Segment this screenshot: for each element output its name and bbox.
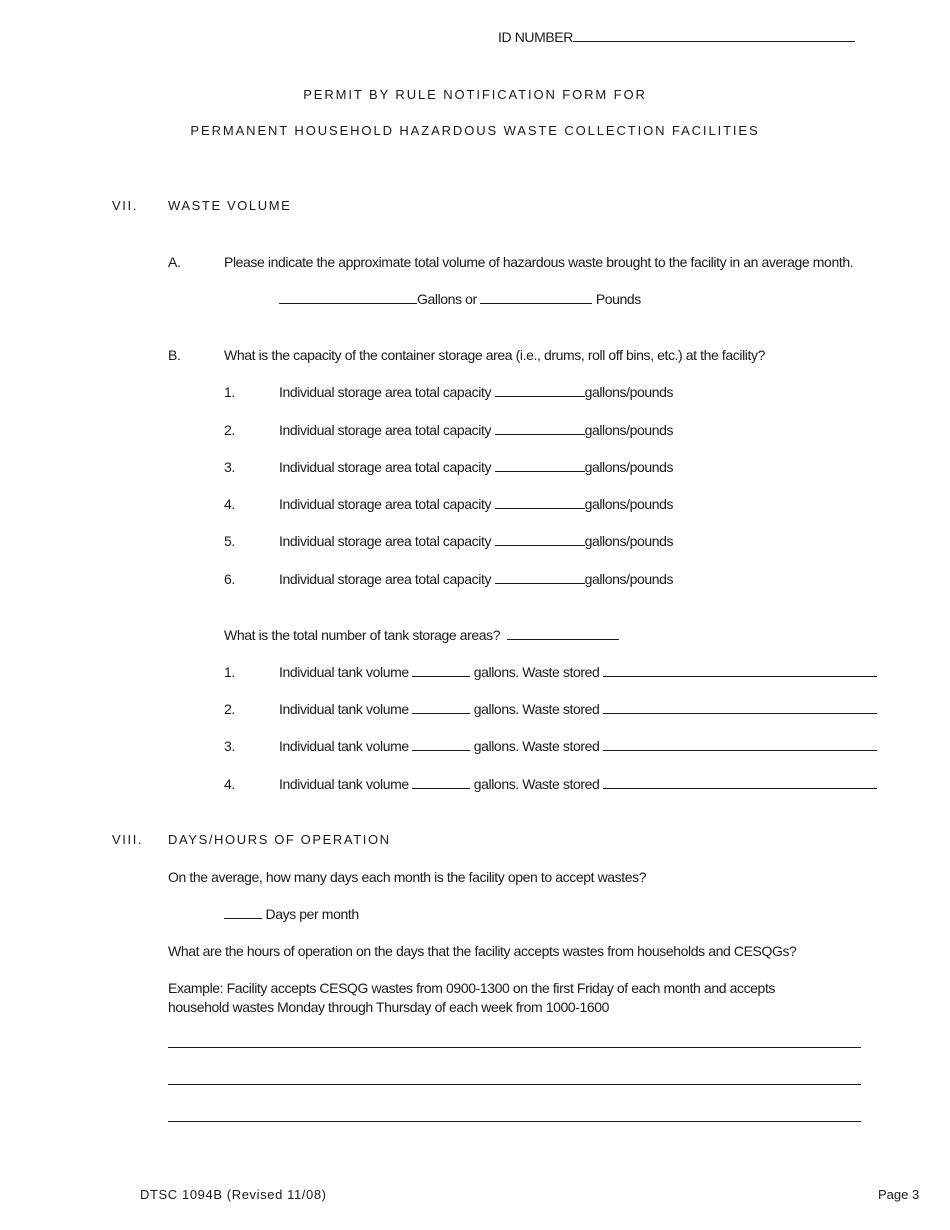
storage-row [279, 458, 673, 476]
storage-label: Individual storage area total capacity [279, 571, 492, 587]
page-number: Page 3 [878, 1187, 920, 1202]
storage-unit: gallons/pounds [584, 384, 674, 400]
id-number-label: ID NUMBER [498, 29, 573, 45]
form-id-footer: DTSC 1094B (Revised 11/08) [140, 1187, 327, 1202]
storage-capacity-blank[interactable] [495, 384, 585, 397]
question-a-text: Please indicate the approximate total volume of hazardous waste brought to the facility in an average month. [224, 254, 854, 270]
tank-count-question: What is the total number of tank storage areas? [224, 627, 501, 643]
tank-row-number: 1. [224, 664, 235, 680]
form-title-line1: PERMIT BY RULE NOTIFICATION FORM FOR [303, 87, 647, 102]
storage-label: Individual storage area total capacity [279, 496, 492, 512]
storage-row-number: 1. [224, 384, 235, 400]
storage-row-number: 6. [224, 571, 235, 587]
tank-row-number: 3. [224, 738, 235, 754]
tank-gallons-label: gallons. Waste stored [473, 701, 600, 717]
storage-row-number: 5. [224, 533, 235, 549]
tank-label: Individual tank volume [279, 701, 409, 717]
tank-label: Individual tank volume [279, 738, 409, 754]
storage-row-number: 2. [224, 422, 235, 438]
tank-label: Individual tank volume [279, 664, 409, 680]
storage-label: Individual storage area total capacity [279, 384, 492, 400]
storage-row [279, 532, 673, 550]
section-8-numeral: VIII. [112, 832, 144, 847]
example-line-2: household wastes Monday through Thursday of each week from 1000-1600 [168, 999, 610, 1015]
days-answer-row [224, 905, 359, 923]
id-number-blank[interactable] [573, 29, 855, 42]
days-question: On the average, how many days each month is the facility open to accept wastes? [168, 869, 647, 885]
storage-row-number: 4. [224, 496, 235, 512]
storage-row [279, 495, 673, 513]
storage-capacity-blank[interactable] [495, 422, 585, 435]
tank-gallons-label: gallons. Waste stored [473, 776, 600, 792]
storage-label: Individual storage area total capacity [279, 422, 492, 438]
tank-row [279, 663, 877, 681]
tank-label: Individual tank volume [279, 776, 409, 792]
tank-volume-blank[interactable] [412, 776, 470, 789]
waste-stored-blank[interactable] [603, 738, 877, 751]
storage-row [279, 570, 673, 588]
storage-unit: gallons/pounds [584, 422, 674, 438]
gallons-blank[interactable] [279, 291, 417, 304]
tank-row [279, 700, 877, 718]
form-title-line2: PERMANENT HOUSEHOLD HAZARDOUS WASTE COLLECTION FACILITIES [190, 123, 760, 138]
tank-row [279, 737, 877, 755]
section-7-title: WASTE VOLUME [168, 198, 292, 213]
tank-volume-blank[interactable] [412, 664, 470, 677]
tank-row-number: 2. [224, 701, 235, 717]
tank-row [279, 775, 877, 793]
example-line-1: Example: Facility accepts CESQG wastes from 0900-1300 on the first Friday of each month and accepts [168, 980, 776, 996]
tank-volume-blank[interactable] [412, 738, 470, 751]
hours-answer-line-3[interactable] [168, 1121, 861, 1122]
section-8-title: DAYS/HOURS OF OPERATION [168, 832, 391, 847]
pounds-label: Pounds [595, 291, 641, 307]
storage-row [279, 383, 673, 401]
tank-gallons-label: gallons. Waste stored [473, 738, 600, 754]
waste-stored-blank[interactable] [603, 776, 877, 789]
volume-answer-row [279, 290, 641, 308]
gallons-label: Gallons or [417, 291, 477, 307]
storage-capacity-blank[interactable] [495, 571, 585, 584]
section-7-numeral: VII. [112, 198, 138, 213]
storage-capacity-blank[interactable] [495, 459, 585, 472]
storage-label: Individual storage area total capacity [279, 459, 492, 475]
storage-capacity-blank[interactable] [495, 533, 585, 546]
storage-unit: gallons/pounds [584, 496, 674, 512]
days-blank[interactable] [224, 906, 262, 919]
storage-row-number: 3. [224, 459, 235, 475]
storage-unit: gallons/pounds [584, 533, 674, 549]
hours-answer-line-1[interactable] [168, 1047, 861, 1048]
question-a-letter: A. [168, 254, 181, 270]
storage-label: Individual storage area total capacity [279, 533, 492, 549]
tank-count-blank[interactable] [507, 627, 619, 640]
storage-row [279, 421, 673, 439]
storage-unit: gallons/pounds [584, 571, 674, 587]
waste-stored-blank[interactable] [603, 664, 877, 677]
storage-unit: gallons/pounds [584, 459, 674, 475]
tank-volume-blank[interactable] [412, 701, 470, 714]
days-label: Days per month [265, 906, 359, 922]
tank-gallons-label: gallons. Waste stored [473, 664, 600, 680]
storage-capacity-blank[interactable] [495, 496, 585, 509]
id-number-field[interactable] [498, 28, 855, 46]
question-b-text: What is the capacity of the container storage area (i.e., drums, roll off bins, etc.) at the facility? [224, 347, 765, 363]
pounds-blank[interactable] [480, 291, 592, 304]
tank-count-row [224, 626, 619, 644]
hours-answer-line-2[interactable] [168, 1084, 861, 1085]
hours-question: What are the hours of operation on the days that the facility accepts wastes from households and CESQGs? [168, 943, 797, 959]
tank-row-number: 4. [224, 776, 235, 792]
waste-stored-blank[interactable] [603, 701, 877, 714]
question-b-letter: B. [168, 347, 181, 363]
